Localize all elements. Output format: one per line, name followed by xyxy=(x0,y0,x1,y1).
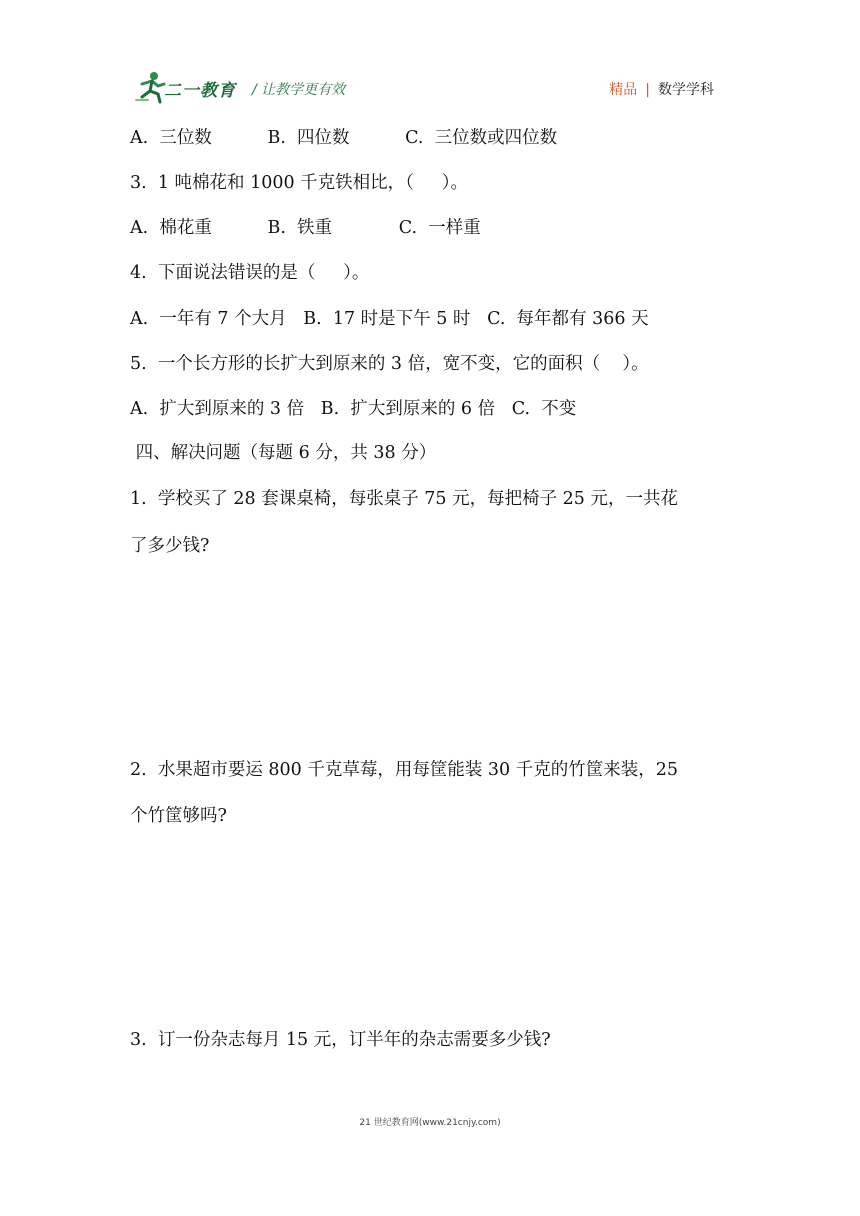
q5-options: A. 扩大到原来的 3 倍 B. 扩大到原来的 6 倍 C. 不变 xyxy=(130,399,577,419)
problem-1-line-1: 1. 学校买了 28 套课桌椅，每张桌子 75 元，每把椅子 25 元，一共花 xyxy=(130,489,679,509)
logo-text: 二一教育 xyxy=(164,81,236,101)
quality-tag: 精品 xyxy=(609,82,638,98)
header-separator: | xyxy=(645,82,650,98)
page-header xyxy=(134,70,724,106)
page-footer: 21 世纪教育网(www.21cnjy.com) xyxy=(359,1118,501,1128)
runner-logo-icon xyxy=(134,70,168,104)
problem-1-line-2: 了多少钱? xyxy=(130,536,210,556)
q4-options: A. 一年有 7 个大月 B. 17 时是下午 5 时 C. 每年都有 366 天 xyxy=(130,309,649,329)
q2-options: A. 三位数 B. 四位数 C. 三位数或四位数 xyxy=(130,128,558,148)
q4-question: 4. 下面说法错误的是（ ）。 xyxy=(130,263,370,283)
q5-question: 5. 一个长方形的长扩大到原来的 3 倍，宽不变，它的面积（ ）。 xyxy=(130,354,649,374)
header-right xyxy=(609,79,714,99)
subject-label: 数学学科 xyxy=(658,82,714,98)
problem-2-line-2: 个竹筐够吗? xyxy=(130,806,227,826)
section-heading: 四、解决问题（每题 6 分，共 38 分） xyxy=(130,443,437,463)
q3-question: 3. 1 吨棉花和 1000 千克铁相比，（ ）。 xyxy=(130,173,468,193)
logo xyxy=(134,70,246,104)
q3-options: A. 棉花重 B. 铁重 C. 一样重 xyxy=(130,218,481,238)
problem-3: 3. 订一份杂志每月 15 元，订半年的杂志需要多少钱? xyxy=(130,1030,551,1050)
header-slogan: / 让教学更有效 xyxy=(252,82,346,98)
problem-2-line-1: 2. 水果超市要运 800 千克草莓，用每筐能装 30 千克的竹筐来装，25 xyxy=(130,760,679,780)
